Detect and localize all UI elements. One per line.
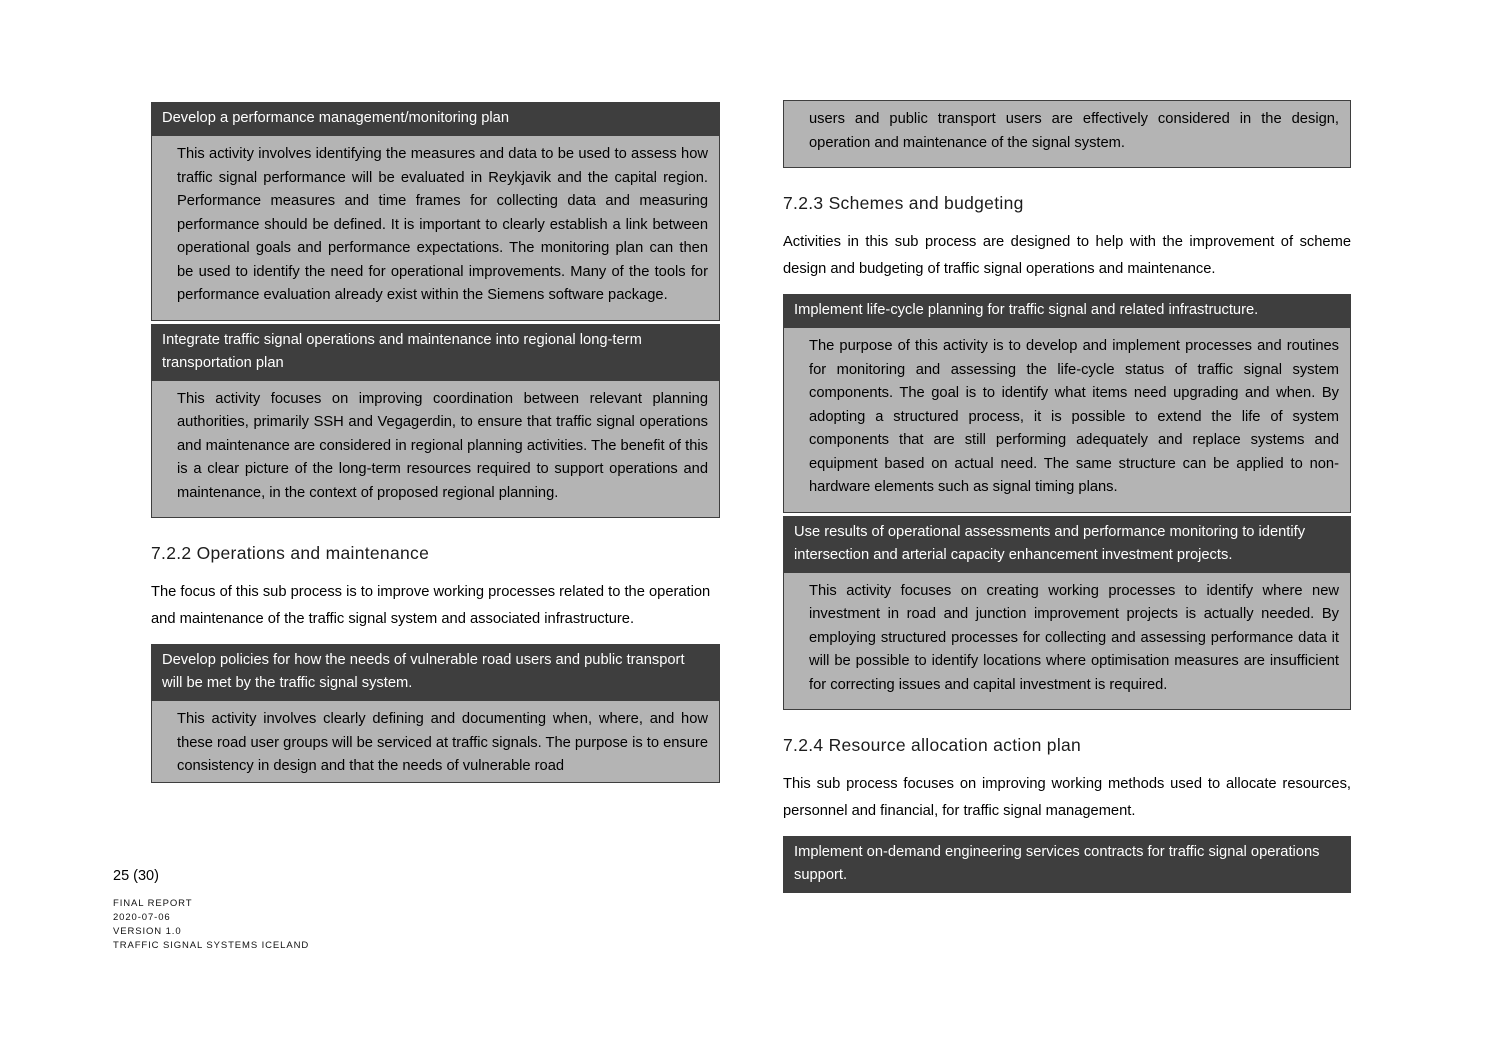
section-heading-7-2-2: 7.2.2 Operations and maintenance <box>151 543 430 563</box>
action-body: This activity involves identifying the measures and data to be used to assess how traffic signal performance will be evaluated in Reykjavik and the capital region. Performance measures and time frames for collecting data and measuring performance should be defined. It is important to clearly establish a link between operational goals and performance expectations. The monitoring plan can then be used to identify the need for operational improvements. Many of the tools for performance evaluation already exist within the Siemens software package. <box>151 136 720 321</box>
action-block-investment-projects <box>783 516 1351 711</box>
action-title: Implement on-demand engineering services contracts for traffic signal operations support. <box>783 836 1351 893</box>
section-heading-7-2-3: 7.2.3 Schemes and budgeting <box>783 193 1024 213</box>
paragraph-7-2-3: Activities in this sub process are designed to help with the improvement of scheme design and budgeting of traffic signal operations and maintenance. <box>783 234 1351 277</box>
page-footer <box>113 868 309 953</box>
action-title: Implement life-cycle planning for traffic signal and related infrastructure. <box>783 294 1351 328</box>
action-block-regional-plan <box>151 324 720 519</box>
footer-line: 2020-07-06 <box>113 912 171 923</box>
right-column <box>783 100 1351 896</box>
action-title: Develop a performance management/monitoring plan <box>151 102 720 136</box>
page-number: 25 (30) <box>113 868 159 884</box>
action-block-performance-plan <box>151 102 720 321</box>
footer-line: TRAFFIC SIGNAL SYSTEMS ICELAND <box>113 940 310 951</box>
footer-line: FINAL REPORT <box>113 898 193 909</box>
action-body: This activity focuses on creating working processes to identify where new investment in road and junction improvement projects is actually needed. By employing structured processes for collecting and assessing performance data it will be possible to identify locations where optimisation measures are insufficient for correcting issues and capital investment is required. <box>783 573 1351 711</box>
action-body-truncated: This activity involves clearly defining and documenting when, where, and how these road user groups will be serviced at traffic signals. The purpose is to ensure consistency in design and that the needs of vulnerable road <box>151 701 720 783</box>
footer-line: VERSION 1.0 <box>113 926 182 937</box>
continued-action-body: users and public transport users are effectively considered in the design, operation and maintenance of the signal system. <box>783 100 1351 168</box>
action-title: Use results of operational assessments and performance monitoring to identify intersection and arterial capacity enhancement investment projects. <box>783 516 1351 573</box>
paragraph-7-2-4: This sub process focuses on improving working methods used to allocate resources, personnel and financial, for traffic signal management. <box>783 776 1351 819</box>
action-block-lifecycle-planning <box>783 294 1351 513</box>
paragraph-7-2-2: The focus of this sub process is to improve working processes related to the operation and maintenance of the traffic signal system and associated infrastructure. <box>151 584 711 627</box>
action-body: This activity focuses on improving coordination between relevant planning authorities, primarily SSH and Vegagerdin, to ensure that traffic signal operations and maintenance are considered in regional planning activities. The benefit of this is a clear picture of the long-term resources required to support operations and maintenance, in the context of proposed regional planning. <box>151 381 720 519</box>
left-column <box>151 102 720 786</box>
action-block-vulnerable-users <box>151 644 720 783</box>
section-heading-7-2-4: 7.2.4 Resource allocation action plan <box>783 735 1082 755</box>
action-title: Integrate traffic signal operations and maintenance into regional long-term transportation plan <box>151 324 720 381</box>
action-body: The purpose of this activity is to develop and implement processes and routines for monitoring and assessing the life-cycle status of traffic signal system components. The goal is to identify what items need upgrading and when. By adopting a structured process, it is possible to extend the life of system components that are still performing adequately and replace systems and equipment based on actual need. The same structure can be applied to non-hardware elements such as signal timing plans. <box>783 328 1351 513</box>
action-block-on-demand-contracts <box>783 836 1351 893</box>
action-title: Develop policies for how the needs of vulnerable road users and public transport will be met by the traffic signal system. <box>151 644 720 701</box>
